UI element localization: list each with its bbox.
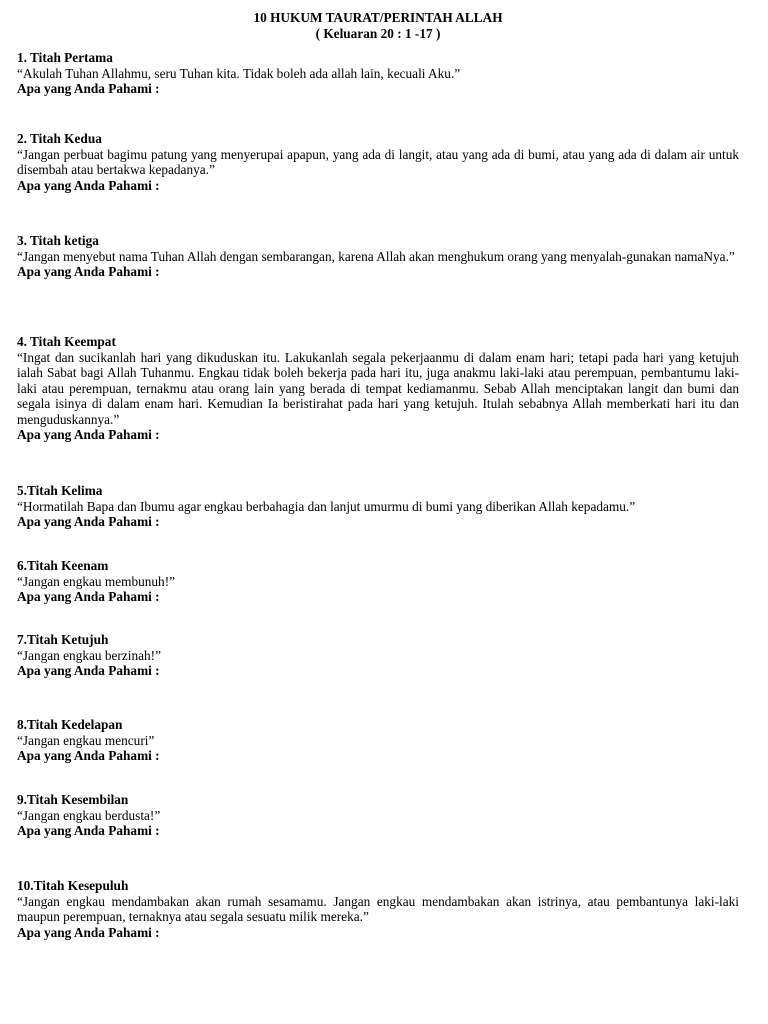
section-heading: 4. Titah Keempat: [17, 334, 116, 349]
section-text: “Jangan engkau mencuri”: [17, 732, 155, 748]
document-title: 10 HUKUM TAURAT/PERINTAH ALLAH: [253, 10, 503, 25]
section-prompt: Apa yang Anda Pahami :: [17, 823, 160, 838]
section-9: [17, 792, 739, 839]
section-heading: 2. Titah Kedua: [17, 131, 102, 146]
document-subtitle: ( Keluaran 20 : 1 -17 ): [315, 25, 441, 41]
section-5: [17, 483, 739, 530]
section-text: “Ingat dan sucikanlah hari yang dikuduskan itu. Lakukanlah segala pekerjaanmu di dalam enam hari; tetapi pada hari yang ketujuh ialah Sabat bagi Allah Tuhanmu. Engkau tidak boleh bekerja pada hari itu, juga anakmu laki-laki atau perempuan, pembantumu laki-laki atau perempuan, ternakmu atau orang lain yang berada di tempat kediamanmu. Sebab Allah menciptakan langit dan bumi dan segala isinya di dalam enam hari. Kemudian Ia beristirahat pada hari yang ketujuh. Itulah sebabnya Allah memberkati hari itu dan menguduskannya.”: [17, 349, 739, 427]
section-prompt: Apa yang Anda Pahami :: [17, 514, 160, 529]
section-10: [17, 878, 739, 940]
section-heading: 7.Titah Ketujuh: [17, 632, 109, 647]
section-8: [17, 717, 739, 764]
section-heading: 9.Titah Kesembilan: [17, 792, 129, 807]
section-1: [17, 50, 739, 97]
section-heading: 6.Titah Keenam: [17, 558, 109, 573]
section-prompt: Apa yang Anda Pahami :: [17, 748, 160, 763]
section-text: “Jangan engkau mendambakan akan rumah sesamamu. Jangan engkau mendambakan akan istrinya, atau pembantunya laki-laki maupun perempuan, ternaknya atau segala sesuatu milik mereka.”: [17, 893, 739, 924]
section-prompt: Apa yang Anda Pahami :: [17, 264, 160, 279]
section-3: [17, 233, 739, 280]
section-prompt: Apa yang Anda Pahami :: [17, 924, 160, 940]
section-prompt: Apa yang Anda Pahami :: [17, 589, 160, 604]
section-prompt: Apa yang Anda Pahami :: [17, 81, 160, 96]
section-4: [17, 334, 739, 443]
section-text: “Jangan perbuat bagimu patung yang menyerupai apapun, yang ada di langit, atau yang ada di bumi, atau yang ada di dalam air untuk disembah atau bertakwa kepadanya.”: [17, 146, 739, 177]
section-7: [17, 632, 739, 679]
section-heading: 10.Titah Kesepuluh: [17, 878, 129, 893]
section-heading: 1. Titah Pertama: [17, 50, 113, 65]
section-text: “Akulah Tuhan Allahmu, seru Tuhan kita. Tidak boleh ada allah lain, kecuali Aku.”: [17, 65, 461, 81]
section-text: “Jangan engkau membunuh!”: [17, 573, 176, 589]
section-text: “Jangan menyebut nama Tuhan Allah dengan sembarangan, karena Allah akan menghukum orang yang menyalah-gunakan namaNya.”: [17, 248, 735, 264]
section-heading: 3. Titah ketiga: [17, 233, 99, 248]
section-heading: 8.Titah Kedelapan: [17, 717, 123, 732]
section-6: [17, 558, 739, 605]
section-2: [17, 131, 739, 193]
section-prompt: Apa yang Anda Pahami :: [17, 177, 160, 193]
section-text: “Jangan engkau berdusta!”: [17, 807, 161, 823]
section-heading: 5.Titah Kelima: [17, 483, 103, 498]
section-text: “Hormatilah Bapa dan Ibumu agar engkau berbahagia dan lanjut umurmu di bumi yang diberikan Allah kepadamu.”: [17, 498, 636, 514]
section-prompt: Apa yang Anda Pahami :: [17, 427, 160, 442]
section-text: “Jangan engkau berzinah!”: [17, 647, 161, 663]
document-page: [17, 10, 739, 940]
section-prompt: Apa yang Anda Pahami :: [17, 663, 160, 678]
